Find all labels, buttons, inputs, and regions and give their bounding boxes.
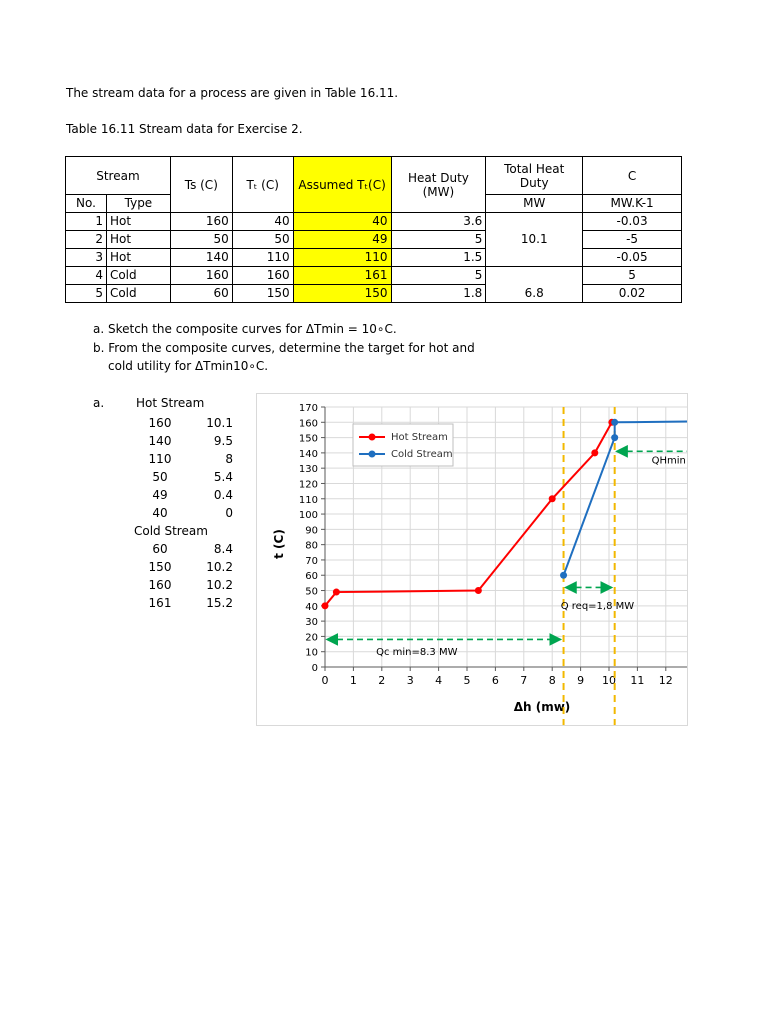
row-duty: 5 <box>391 267 486 285</box>
x-tick-label: 6 <box>491 674 499 687</box>
row-no: 2 <box>66 231 107 249</box>
y-tick-label: 30 <box>305 617 318 629</box>
row-type: Hot <box>106 213 170 231</box>
data-point <box>611 434 618 441</box>
row-no: 4 <box>66 267 107 285</box>
list-item <box>133 450 233 468</box>
cold-t: 160 <box>148 578 172 592</box>
list-item <box>133 486 233 504</box>
row-assumed: 150 <box>293 285 391 303</box>
y-tick-label: 60 <box>305 571 318 583</box>
hot-t: 49 <box>152 488 168 502</box>
hot-t: 140 <box>148 434 172 448</box>
row-c: -0.05 <box>583 249 682 267</box>
list-item <box>133 540 233 558</box>
task-a: a. Sketch the composite curves for ΔTmin = 10∘C. <box>93 322 397 336</box>
y-tick-label: 130 <box>298 464 318 476</box>
hot-h: 0 <box>225 506 233 520</box>
row-c: -5 <box>583 231 682 249</box>
row-tt: 160 <box>232 267 293 285</box>
y-tick-label: 20 <box>305 632 318 644</box>
y-tick-label: 150 <box>298 433 318 445</box>
list-item <box>133 504 233 522</box>
row-type: Cold <box>106 285 170 303</box>
row-no: 5 <box>66 285 107 303</box>
row-no: 1 <box>66 213 107 231</box>
data-point <box>333 589 340 596</box>
row-duty: 1.5 <box>391 249 486 267</box>
table-row <box>66 267 682 285</box>
row-c: 0.02 <box>583 285 682 303</box>
solution-values <box>133 414 233 612</box>
subheader-total-unit: MW <box>486 195 583 213</box>
x-tick-label: 8 <box>548 674 556 687</box>
header-heat-duty: Heat Duty (MW) <box>391 157 486 213</box>
x-tick-label: 5 <box>463 674 471 687</box>
x-axis-title: Δh (mw) <box>513 700 571 714</box>
list-item <box>133 468 233 486</box>
header-assumed-tt: Assumed Tₜ(C) <box>293 157 391 213</box>
cold-t: 60 <box>152 542 168 556</box>
header-stream: Stream <box>66 157 171 195</box>
y-tick-label: 160 <box>298 418 318 430</box>
hot-h: 5.4 <box>213 470 233 484</box>
list-item <box>133 558 233 576</box>
x-tick-label: 11 <box>630 674 645 687</box>
row-ts: 50 <box>170 231 232 249</box>
row-tt: 110 <box>232 249 293 267</box>
total-cold: 6.8 <box>486 267 583 303</box>
y-tick-label: 70 <box>305 555 318 567</box>
qreq-annotation: Q req=1,8 MW <box>560 600 635 612</box>
x-tick-label: 2 <box>378 674 386 687</box>
row-type: Hot <box>106 231 170 249</box>
hot-stream-title: Hot Stream <box>136 396 205 410</box>
y-tick-label: 90 <box>305 525 318 537</box>
list-item <box>133 576 233 594</box>
row-c: -0.03 <box>583 213 682 231</box>
data-point <box>611 419 618 426</box>
hot-h: 0.4 <box>213 488 233 502</box>
y-tick-label: 80 <box>305 540 318 552</box>
y-tick-label: 110 <box>298 494 318 506</box>
row-duty: 1.8 <box>391 285 486 303</box>
cold-stream-title: Cold Stream <box>134 524 208 538</box>
row-tt: 40 <box>232 213 293 231</box>
hot-h: 9.5 <box>213 434 233 448</box>
x-tick-label: 4 <box>435 674 443 687</box>
list-item <box>133 414 233 432</box>
row-no: 3 <box>66 249 107 267</box>
qc-annotation: Qc min=8.3 MW <box>376 646 458 658</box>
row-ts: 140 <box>170 249 232 267</box>
intro-text: The stream data for a process are given in Table 16.11. <box>66 86 399 100</box>
row-assumed: 49 <box>293 231 391 249</box>
solution-label: a. <box>93 396 105 410</box>
x-tick-label: 12 <box>658 674 673 687</box>
cold-h: 10.2 <box>206 560 233 574</box>
row-ts: 60 <box>170 285 232 303</box>
y-tick-label: 40 <box>305 601 318 613</box>
data-point <box>475 587 482 594</box>
hot-t: 50 <box>152 470 168 484</box>
x-tick-label: 9 <box>577 674 585 687</box>
data-point <box>549 495 556 502</box>
y-tick-label: 140 <box>298 448 318 460</box>
y-tick-label: 120 <box>298 479 318 491</box>
row-assumed: 161 <box>293 267 391 285</box>
row-ts: 160 <box>170 213 232 231</box>
row-ts: 160 <box>170 267 232 285</box>
y-tick-label: 0 <box>311 663 318 674</box>
y-tick-label: 170 <box>298 403 318 414</box>
qh-annotation: QHmin <box>651 455 686 467</box>
subheader-type: Type <box>106 195 170 213</box>
x-tick-label: 7 <box>520 674 528 687</box>
header-tt: Tₜ (C) <box>232 157 293 213</box>
hot-t: 40 <box>152 506 168 520</box>
table-row <box>66 231 682 249</box>
task-b-continued: cold utility for ΔTmin10∘C. <box>108 359 269 373</box>
data-point <box>591 449 598 456</box>
subheader-c-unit: MW.K-1 <box>583 195 682 213</box>
cold-h: 8.4 <box>213 542 233 556</box>
x-tick-label: 1 <box>349 674 357 687</box>
table-caption: Table 16.11 Stream data for Exercise 2. <box>66 122 303 136</box>
header-c: C <box>583 157 682 195</box>
table-row <box>66 249 682 267</box>
data-point <box>322 602 329 609</box>
y-tick-label: 10 <box>305 647 318 659</box>
legend-label: Hot Stream <box>391 432 448 443</box>
y-tick-label: 50 <box>305 586 318 598</box>
list-item <box>133 594 233 612</box>
task-b: b. From the composite curves, determine the target for hot and <box>93 341 475 355</box>
subheader-no: No. <box>66 195 107 213</box>
legend-marker <box>369 434 376 441</box>
cold-h: 10.2 <box>206 578 233 592</box>
hot-h: 8 <box>225 452 233 466</box>
stream-data-table <box>65 156 682 303</box>
row-duty: 3.6 <box>391 213 486 231</box>
cold-t: 161 <box>148 596 172 610</box>
header-ts: Ts (C) <box>170 157 232 213</box>
table-row <box>66 213 682 231</box>
legend-marker <box>369 451 376 458</box>
hot-h: 10.1 <box>206 416 233 430</box>
data-point <box>560 572 567 579</box>
legend-label: Cold Stream <box>391 449 453 460</box>
list-item <box>133 432 233 450</box>
composite-curve-chart <box>256 393 688 726</box>
table-row <box>66 285 682 303</box>
hot-t: 160 <box>148 416 172 430</box>
row-type: Cold <box>106 267 170 285</box>
row-type: Hot <box>106 249 170 267</box>
y-axis-title: t (C) <box>272 529 286 559</box>
chart-svg <box>257 394 687 725</box>
x-tick-label: 0 <box>321 674 329 687</box>
row-tt: 50 <box>232 231 293 249</box>
row-duty: 5 <box>391 231 486 249</box>
row-tt: 150 <box>232 285 293 303</box>
header-total-heat-duty: Total Heat Duty <box>486 157 583 195</box>
cold-h: 15.2 <box>206 596 233 610</box>
row-assumed: 110 <box>293 249 391 267</box>
x-tick-label: 3 <box>406 674 414 687</box>
row-c: 5 <box>583 267 682 285</box>
series-line-cold <box>564 421 687 575</box>
row-assumed: 40 <box>293 213 391 231</box>
total-hot: 10.1 <box>486 213 583 267</box>
y-tick-label: 100 <box>298 510 318 522</box>
hot-t: 110 <box>148 452 172 466</box>
x-tick-label: 10 <box>602 674 616 687</box>
cold-t: 150 <box>148 560 172 574</box>
